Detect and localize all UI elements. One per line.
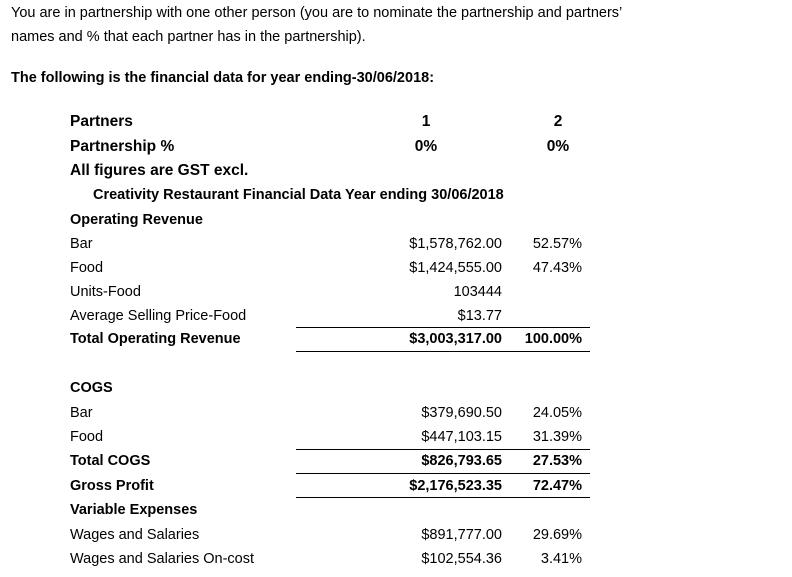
wages-label: Wages and Salaries [70, 527, 200, 543]
partner-1-number: 1 [421, 113, 431, 130]
intro-line-2: names and % that each partner has in the partnership). [11, 29, 366, 45]
revenue-food-label: Food [70, 260, 104, 276]
cogs-bar-amount: $379,690.50 [421, 405, 502, 421]
total-cogs-percent: 27.53% [532, 453, 582, 469]
gross-profit-percent: 72.47% [532, 478, 582, 494]
partner-2-number: 2 [553, 113, 563, 130]
rule-below-total-revenue [296, 351, 590, 352]
rule-above-gross-profit [296, 473, 590, 474]
financial-data-heading: The following is the financial data for year ending-30/06/2018: [11, 70, 435, 86]
gross-profit-label: Gross Profit [70, 478, 154, 494]
gross-profit-amount: $2,176,523.35 [409, 478, 502, 494]
wages-amount: $891,777.00 [421, 527, 502, 543]
revenue-bar-label: Bar [70, 236, 93, 252]
partners-label: Partners [70, 113, 133, 130]
total-cogs-amount: $826,793.65 [421, 453, 502, 469]
variable-expenses-header: Variable Expenses [70, 502, 198, 518]
revenue-food-percent: 47.43% [532, 260, 582, 276]
avg-price-food-label: Average Selling Price-Food [70, 308, 247, 324]
cogs-food-label: Food [70, 429, 104, 445]
total-revenue-amount: $3,003,317.00 [409, 331, 502, 347]
units-food-label: Units-Food [70, 284, 141, 300]
revenue-bar-amount: $1,578,762.00 [409, 236, 502, 252]
intro-line-1: You are in partnership with one other person (you are to nominate the partnership and partners’ [11, 5, 623, 21]
partner-2-percent: 0% [546, 138, 570, 155]
total-revenue-percent: 100.00% [524, 331, 582, 347]
operating-revenue-header: Operating Revenue [70, 212, 203, 228]
cogs-header: COGS [70, 380, 113, 396]
wages-percent: 29.69% [532, 527, 582, 543]
avg-price-food-value: $13.77 [457, 308, 502, 324]
total-revenue-label: Total Operating Revenue [70, 331, 241, 347]
rule-above-total-cogs [296, 449, 590, 450]
gst-note: All figures are GST excl. [70, 162, 249, 179]
revenue-food-amount: $1,424,555.00 [409, 260, 502, 276]
cogs-food-amount: $447,103.15 [421, 429, 502, 445]
rule-above-total-revenue [296, 327, 590, 328]
oncost-amount: $102,554.36 [421, 551, 502, 567]
partner-1-percent: 0% [414, 138, 438, 155]
table-title: Creativity Restaurant Financial Data Year ending 30/06/2018 [93, 187, 504, 203]
units-food-value: 103444 [453, 284, 502, 300]
revenue-bar-percent: 52.57% [532, 236, 582, 252]
cogs-bar-label: Bar [70, 405, 93, 421]
oncost-percent: 3.41% [540, 551, 582, 567]
cogs-food-percent: 31.39% [532, 429, 582, 445]
total-cogs-label: Total COGS [70, 453, 151, 469]
cogs-bar-percent: 24.05% [532, 405, 582, 421]
partnership-percent-label: Partnership % [70, 138, 175, 155]
oncost-label: Wages and Salaries On-cost [70, 551, 255, 567]
rule-below-gross-profit [296, 497, 590, 498]
